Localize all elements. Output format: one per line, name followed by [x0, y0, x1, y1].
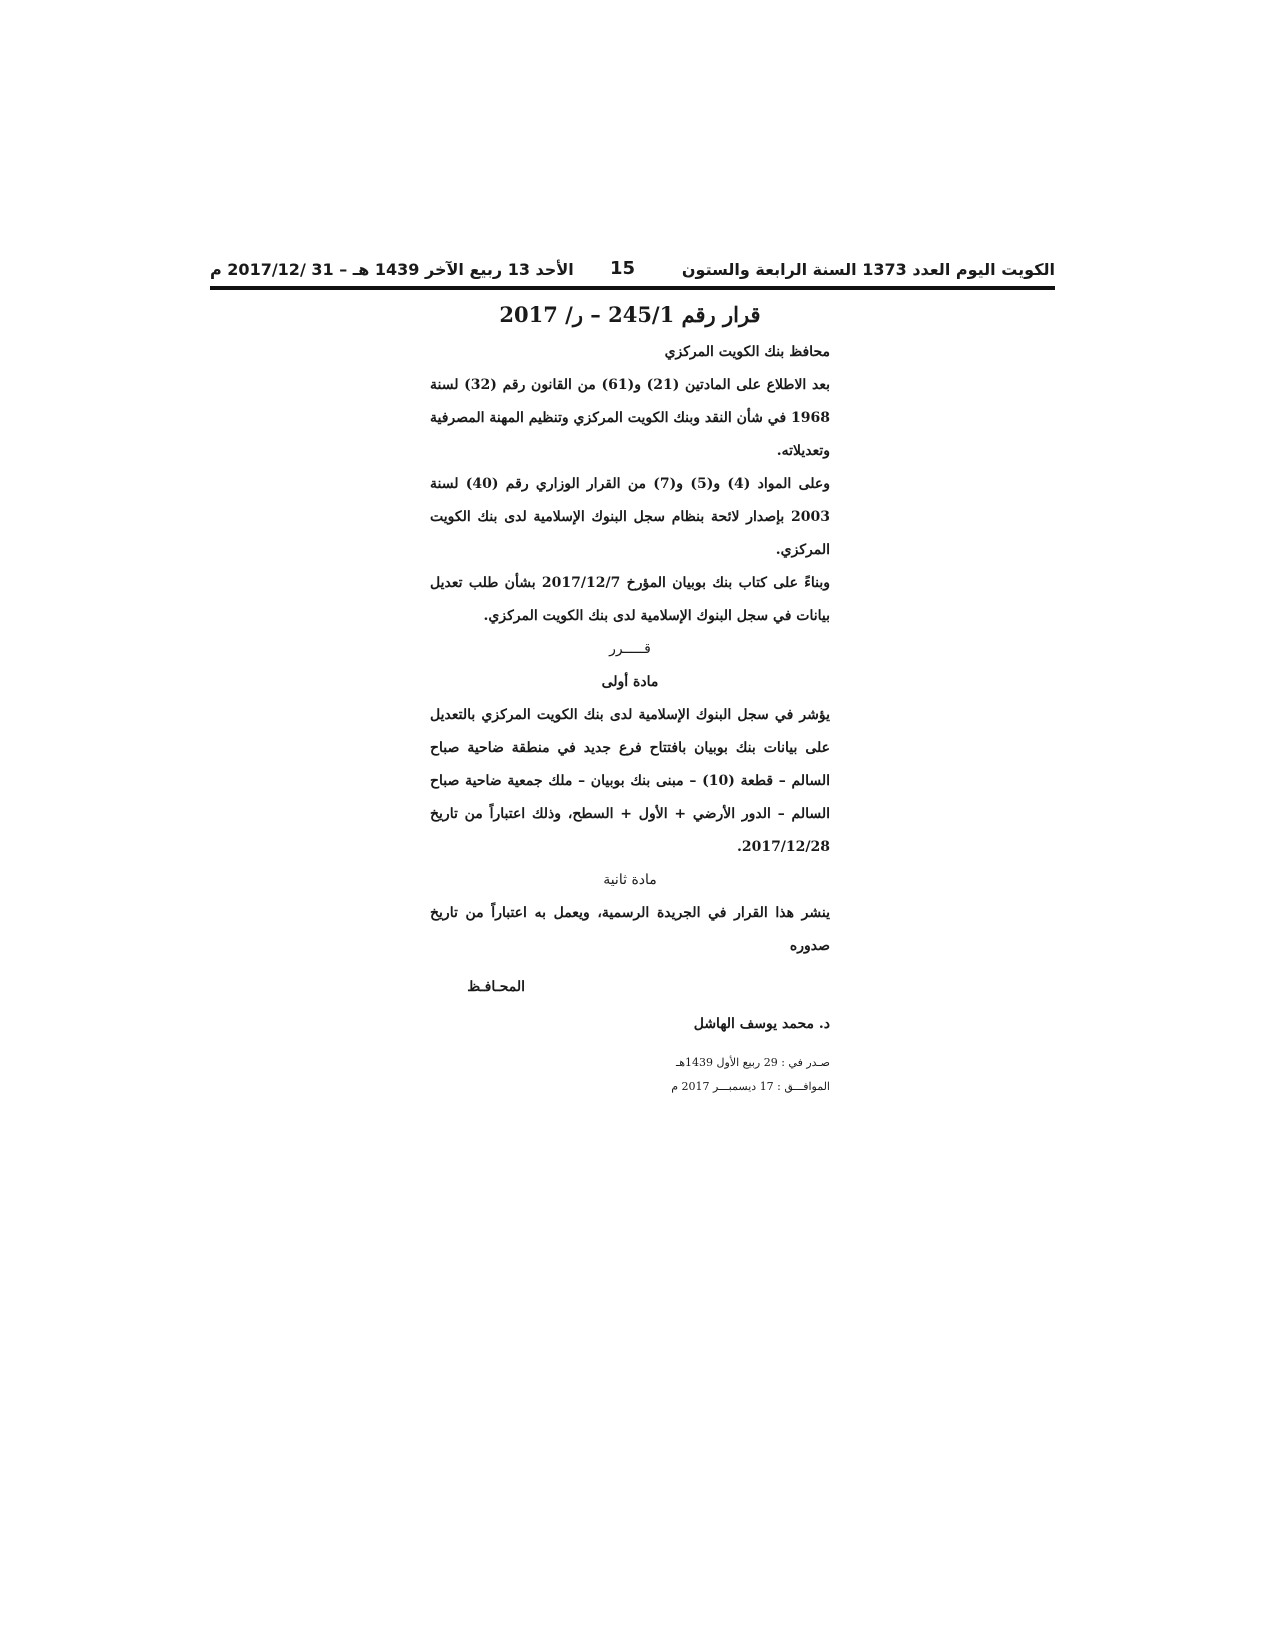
- gazette-date: الأحد 13 ربيع الآخر 1439 هـ – 31 /2017/12 م: [210, 260, 574, 279]
- gazette-issue-info: الكويت اليوم العدد 1373 السنة الرابعة والستون: [681, 260, 1055, 279]
- decision-body: [430, 300, 830, 1099]
- preamble-paragraph-2: وعلى المواد (4) و(5) و(7) من القرار الوزاري رقم (40) لسنة 2003 بإصدار لائحة بنظام سجل البنوك الإسلامية لدى بنك الكويت المركزي.: [430, 476, 830, 558]
- preamble-paragraph-1: بعد الاطلاع على المادتين (21) و(61) من القانون رقم (32) لسنة 1968 في شأن النقد وبنك الكويت المركزي وتنظيم المهنة المصرفية وتعديلاته.: [430, 377, 830, 459]
- governor-title: المحـافـظ: [467, 979, 525, 995]
- header-rule: [210, 286, 1055, 290]
- article-2-text: ينشر هذا القرار في الجريدة الرسمية، ويعمل به اعتباراً من تاريخ صدوره: [430, 905, 830, 954]
- decision-issuer: محافظ بنك الكويت المركزي: [664, 344, 830, 360]
- governor-name: د. محمد يوسف الهاشل: [693, 1016, 830, 1032]
- gazette-header: [210, 256, 1055, 284]
- page-number: 15: [610, 258, 636, 279]
- article-1-text: يؤشر في سجل البنوك الإسلامية لدى بنك الكويت المركزي بالتعديل على بيانات بنك بوبيان بافتتاح فرع جديد في منطقة ضاحية صباح السالم – قطعة (10) – مبنى بنك بوبيان – ملك جمعية ضاحية صباح السالم – الدور الأرضي + الأول + السطح، وذلك اعتباراً من تاريخ 2017/12/28.: [430, 707, 830, 855]
- preamble-paragraph-3: وبناءً على كتاب بنك بوبيان المؤرخ 2017/12/7 بشأن طلب تعديل بيانات في سجل البنوك الإسلامية لدى بنك الكويت المركزي.: [430, 575, 830, 624]
- decided-heading: قـــــرر: [609, 641, 651, 657]
- issue-dates: [430, 1051, 830, 1099]
- corresponding-date: الموافـــق : 17 ديسمبـــر 2017 م: [671, 1080, 830, 1093]
- issued-date: صـدر في : 29 ربيع الأول 1439هـ: [676, 1056, 830, 1069]
- decision-title: قرار رقم 245/1 – ر/ 2017: [499, 302, 761, 327]
- article-1-heading: مادة أولى: [601, 674, 659, 690]
- article-2-heading: مادة ثانية: [603, 872, 657, 888]
